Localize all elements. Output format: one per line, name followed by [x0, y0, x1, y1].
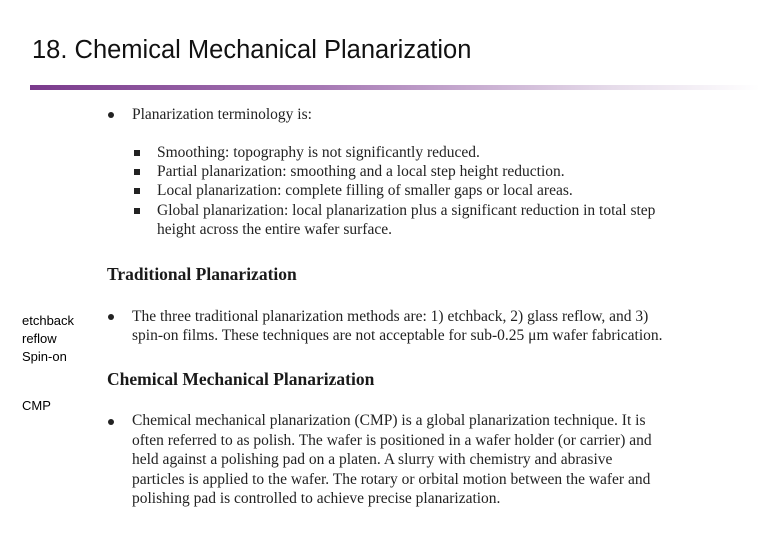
side-labels-cmp	[22, 397, 51, 415]
square-bullet-icon	[134, 208, 140, 214]
slide-title: 18. Chemical Mechanical Planarization	[32, 36, 472, 64]
bullet-dot-icon	[108, 314, 114, 320]
square-bullet-icon	[134, 188, 140, 194]
terminology-item: Smoothing: topography is not significantly reduced.	[157, 144, 480, 161]
side-label-etchback: etchback	[22, 313, 75, 328]
square-bullet-icon	[134, 169, 140, 175]
terminology-item: Local planarization: complete filling of smaller gaps or local areas.	[157, 182, 573, 199]
side-labels-traditional	[22, 312, 74, 366]
terminology-intro: Planarization terminology is:	[132, 106, 312, 123]
cmp-text-line: often referred to as polish. The wafer is positioned in a wafer holder (or carrier) and	[132, 432, 652, 449]
heading-cmp: Chemical Mechanical Planarization	[107, 369, 375, 389]
cmp-text-line: polishing pad is controlled to achieve precise planarization.	[132, 490, 501, 507]
cmp-text-line: Chemical mechanical planarization (CMP) is a global planarization technique. It is	[132, 412, 646, 429]
cmp-text-line: held against a polishing pad on a platen. A slurry with chemistry and abrasive	[132, 451, 613, 468]
traditional-text-line: The three traditional planarization methods are: 1) etchback, 2) glass reflow, and 3)	[132, 308, 649, 325]
cmp-text-line: particles is applied to the wafer. The rotary or orbital motion between the wafer and	[132, 471, 651, 488]
side-label-cmp: CMP	[22, 398, 51, 413]
terminology-item: Partial planarization: smoothing and a local step height reduction.	[157, 163, 565, 180]
terminology-item-continuation: height across the entire wafer surface.	[157, 221, 392, 238]
square-bullet-icon	[134, 150, 140, 156]
traditional-text-line: spin-on films. These techniques are not acceptable for sub-0.25 μm wafer fabrication.	[132, 327, 663, 344]
bullet-dot-icon	[108, 419, 114, 425]
heading-traditional: Traditional Planarization	[107, 264, 297, 284]
terminology-item: Global planarization: local planarization plus a significant reduction in total step	[157, 202, 656, 219]
bullet-dot-icon	[108, 112, 114, 118]
side-label-reflow: reflow	[22, 331, 57, 346]
title-divider	[30, 85, 760, 90]
side-label-spin-on: Spin-on	[22, 349, 67, 364]
